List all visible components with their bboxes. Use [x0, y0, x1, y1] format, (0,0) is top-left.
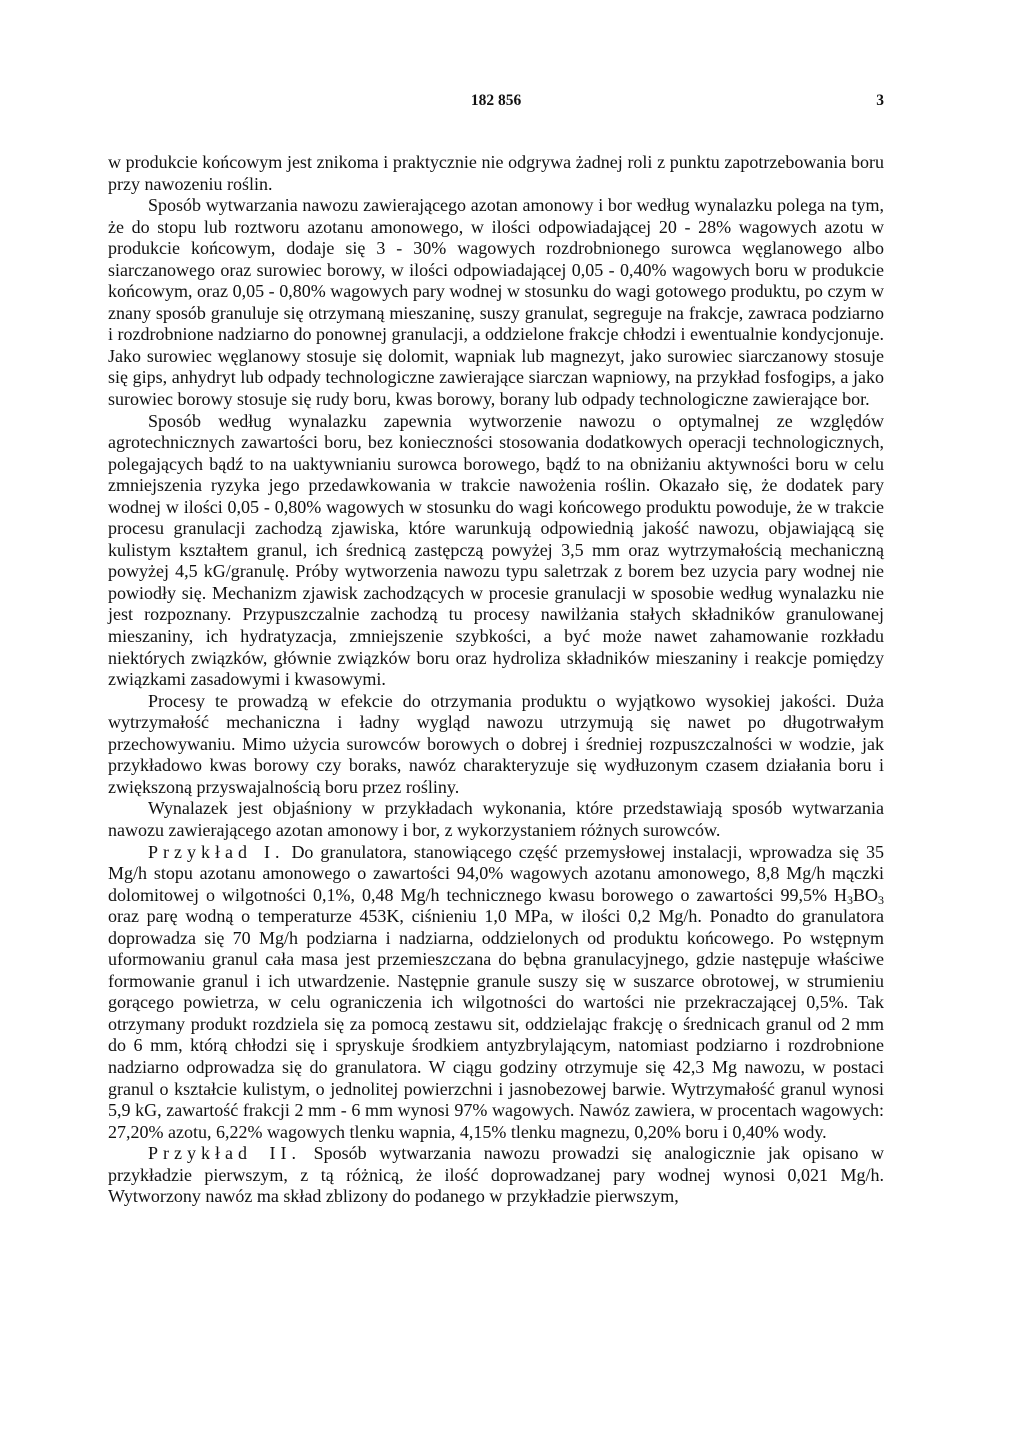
paragraph-method-description: Sposób wytwarzania nawozu zawierającego azotan amonowy i bor według wynalazku polega na tym, że do stopu lub roztworu azotanu amonowego, w ilości odpowiadającej 20 - 28% wagowych azotu w produkcie końcowym, dodaje się 3 - 30% wagowych rozdrobnionego surowca węglanowego albo siarczanowego oraz surowiec borowy, w ilości odpowiadającej 0,05 - 0,40% wagowych boru w produkcie końcowym, oraz 0,05 - 0,80% wagowych pary wodnej w stosunku do wagi gotowego produktu, po czym w znany sposób granuluje się otrzymaną mieszaninę, suszy granulat, segreguje na frakcje, zawraca podziarno i rozdrobnione nadziarno do ponownej granulacji, a oddzielone frakcje chłodzi i ewentualnie kondycjonuje. Jako surowiec węglanowy stosuje się dolomit, wapniak lub magnezyt, jako surowiec siarczanowy stosuje się gips, anhydryt lub odpady technologiczne zawierające siarczan wapniowy, na przykład fosfogips, a jako surowiec borowy stosuje się rudy boru, kwas borowy, borany lub odpady technologiczne zawierające bor. — [108, 195, 884, 410]
paragraph-example-2 — [108, 1143, 884, 1208]
example-1-text-a: Do granulatora, stanowiącego część przemysłowej instalacji, wprowadza się 35 Mg/h stopu azotanu amonowego o zawartości 94,0% wagowych azotanu amonowego, 8,8 Mg/h mączki dolomitowej o wilgotności 0,1%, 0,48 Mg/h technicznego kwasu borowego o zawartości 99,5% — [108, 841, 884, 905]
example-2-text: Sposób wytwarzania nawozu prowadzi się analogicznie jak opisano w przykładzie pierwszym, z tą różnicą, że ilość doprowadzanej pary wodnej wynosi 0,021 Mg/h. Wytworzony nawóz ma skład zblizony do podanego w przykładzie pierwszym, — [108, 1143, 884, 1207]
paragraph-continuation: w produkcie końcowym jest znikoma i praktycznie nie odgrywa żadnej roli z punktu zapotrzebowania boru przy nawozeniu roślin. — [108, 152, 884, 194]
example-1-label: Przykład I. — [148, 841, 285, 862]
paragraph-product-quality: Procesy te prowadzą w efekcie do otrzymania produktu o wyjątkowo wysokiej jakości. Duża wytrzymałość mechaniczna i ładny wygląd nawozu utrzymują się nawet po długotrwałym przechowywaniu. Mimo użycia surowców borowych o dobrej i średniej rozpuszczalności w wodzie, jak przykładowo kwas borowy czy boraks, nawóz charakteryzuje się wydłuzonym czasem działania boru i zwiększoną przyswajalnością boru przez rośliny. — [108, 690, 884, 797]
document-body — [108, 152, 884, 1208]
paragraph-example-1 — [108, 842, 884, 1144]
example-2-label: Przykład II. — [148, 1143, 302, 1164]
paragraph-advantages: Sposób według wynalazku zapewnia wytworzenie nawozu o optymalnej ze względów agrotechnicznych zawartości boru, bez konieczności stosowania dodatkowych operacji technologicznych, polegających bądź to na uaktywnianiu surowca borowego, bądź to na obniżaniu aktywności boru w celu zmniejszenia ryzyka jego przedawkowania w trakcie nawożenia roślin. Okazało się, że dodatek pary wodnej w ilości 0,05 - 0,80% wagowych w stosunku do wagi końcowego produktu powoduje, że w trakcie procesu granulacji zachodzą zjawiska, które warunkują odpowiednią jakość nawozu, objawiającą się kulistym kształtem granul, ich średnicą zastępczą powyżej 3,5 mm oraz wytrzymałością mechaniczną powyżej 4,5 kG/granulę. Próby wytworzenia nawozu typu saletrzak z borem bez uzycia pary wodnej nie powiodły się. Mechanizm zjawisk zachodzących w procesie granulacji w sposobie według wynalazku nie jest rozpoznany. Przypuszczalnie zachodzą tu procesy nawilżania stałych składników granulowanej mieszaniny, ich hydratyzacja, zmniejszenie szybkości, a być może nawet zahamowanie rozkładu niektórych związków, głównie związków boru oraz hydroliza składników mieszaniny i reakcje pomiędzy związkami zasadowymi i kwasowymi. — [108, 410, 884, 690]
patent-number: 182 856 — [470, 92, 522, 109]
chemical-formula: $H_3BO_3$ — [833, 884, 884, 907]
page-number: 3 — [876, 92, 884, 109]
page-header — [108, 92, 884, 116]
example-1-text-b: oraz parę wodną o temperaturze 453K, ciśnieniu 1,0 MPa, w ilości 0,2 Mg/h. Ponadto do granulatora doprowadza się 70 Mg/h podziarna i nadziarna, oddzielonych od produktu końcowego. Po wstępnym uformowaniu granul cała masa jest przemieszczana do bębna granulacyjnego, gdzie następuje właściwe formowanie granul i ich utwardzenie. Następnie granule suszy się w suszarce obrotowej, w strumieniu gorącego powietrza, w celu ograniczenia ich wilgotności do wartości nie przekraczającej 0,5%. Tak otrzymany produkt rozdziela się za pomocą zestawu sit, oddzielając frakcję o średnicach granul od 2 mm do 6 mm, którą chłodzi się i spryskuje środkiem antyzbrylającym, natomiast podziarno i rozdrobnione nadziarno odprowadza się do granulatora. W ciągu godziny otrzymuje się 42,3 Mg nawozu, w postaci granul o kształcie kulistym, o jednolitej powierzchni i jasnobezowej barwie. Wytrzymałość granul wynosi 5,9 kG, zawartość frakcji 2 mm - 6 mm wynosi 97% wagowych. Nawóz zawiera, w procentach wagowych: 27,20% azotu, 6,22% wagowych tlenku wapnia, 4,15% tlenku magnezu, 0,20% boru i 0,40% wody. — [108, 906, 884, 1142]
paragraph-examples-intro: Wynalazek jest objaśniony w przykładach wykonania, które przedstawiają sposób wytwarzania nawozu zawierającego azotan amonowy i bor, z wykorzystaniem różnych surowców. — [108, 798, 884, 840]
